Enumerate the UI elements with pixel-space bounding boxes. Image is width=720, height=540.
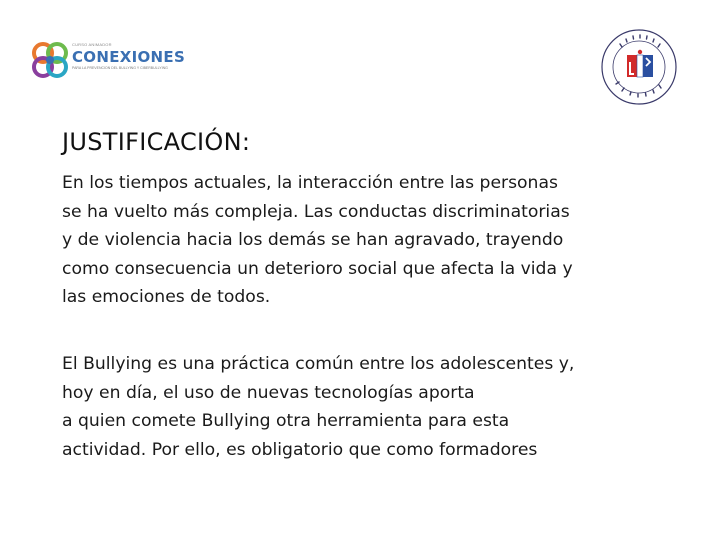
interlocking-rings-logo-icon — [28, 38, 72, 82]
paragraph-2-line: a quien comete Bullying otra herramienta para esta — [62, 411, 510, 431]
logo-tagline-top: CURSO ANIMADOR — [72, 42, 112, 47]
paragraph-1 — [62, 169, 573, 312]
paragraph-1-line: y de violencia hacia los demás se han agravado, trayendo — [62, 230, 564, 250]
school-crest-seal-icon — [600, 28, 678, 106]
logo-tagline-bottom: PARA LA PREVENCION DEL BULLYING Y CIBERBULLYING — [72, 66, 168, 70]
page-title: JUSTIFICACIÓN: — [62, 128, 251, 156]
paragraph-2-line: hoy en día, el uso de nuevas tecnologías aporta — [62, 382, 475, 403]
school-seal — [600, 28, 678, 106]
paragraph-2 — [62, 350, 574, 464]
paragraph-1-line: las emociones de todos. — [62, 287, 271, 307]
paragraph-2-line: El Bullying es una práctica común entre los adolescentes y, — [62, 354, 575, 374]
paragraph-1-line: En los tiempos actuales, la interacción entre las personas — [62, 173, 558, 193]
paragraph-1-line: se ha vuelto más compleja. Las conductas discriminatorias — [62, 201, 570, 222]
paragraph-1-line: como consecuencia un deterioro social que afecta la vida y — [62, 258, 573, 279]
paragraph-2-line: actividad. Por ello, es obligatorio que como formadores — [62, 439, 538, 460]
logo-text — [72, 42, 190, 71]
logo-brand: CONEXIONES — [72, 48, 186, 66]
conexiones-logo — [28, 38, 188, 82]
